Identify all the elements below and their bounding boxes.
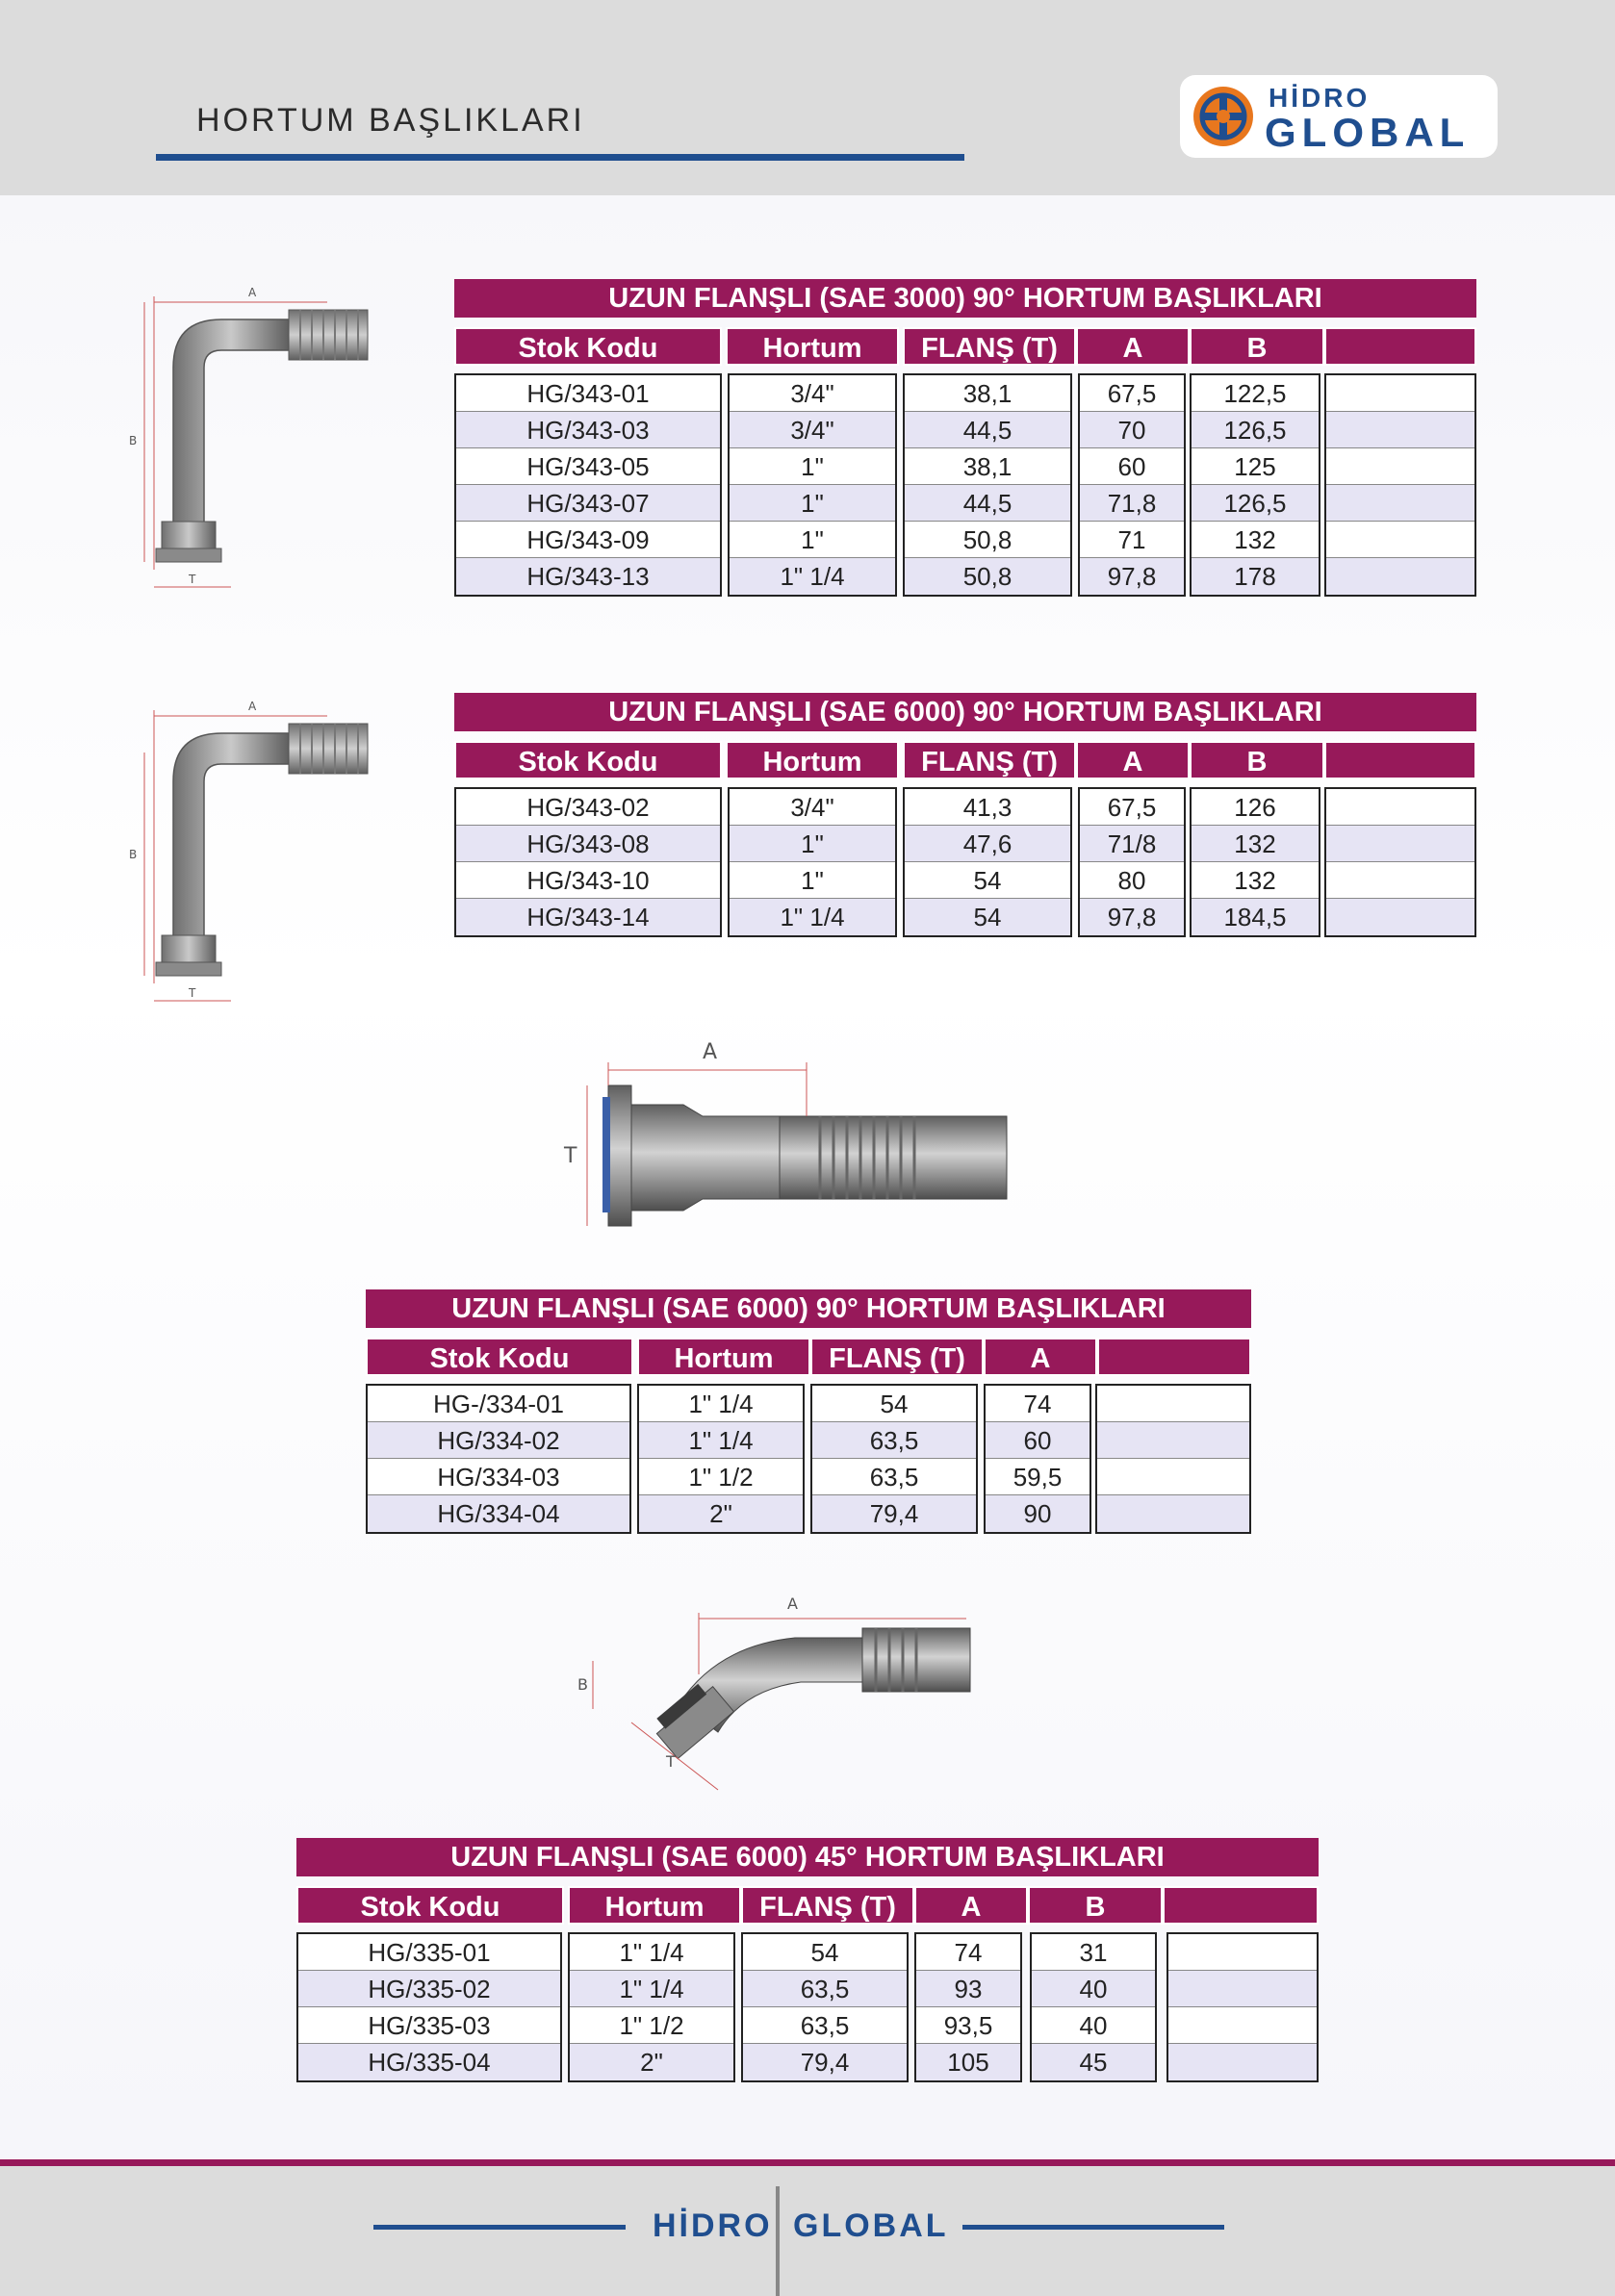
logo-text-hidro: HİDRO [1269,83,1371,113]
table-cell: HG/335-04 [298,2044,560,2080]
table-cell: HG/343-09 [456,522,720,558]
table-cell: 1" 1/4 [639,1422,803,1459]
table-cell [1168,1934,1317,1971]
table-cell: 59,5 [986,1459,1089,1495]
table-cell: 67,5 [1080,375,1184,412]
table-cell: 132 [1192,862,1319,899]
table-cell: 54 [743,1934,907,1971]
table-cell: 126 [1192,789,1319,826]
table-cell: 71/8 [1080,826,1184,862]
footer-bar-left [373,2225,626,2230]
table-cell [1326,448,1474,485]
page-title: HORTUM BAŞLIKLARI [196,102,585,139]
table-cell: HG/334-04 [368,1495,629,1532]
elbow-90-fitting-drawing-1 [115,281,375,599]
column-hortum [728,787,897,937]
table-cell: HG/343-08 [456,826,720,862]
table-cell [1326,485,1474,522]
column-header: Hortum [637,1338,810,1376]
column-header [1163,1886,1319,1925]
table-cell: HG/343-01 [456,375,720,412]
table-cell [1097,1386,1249,1422]
column-header: Hortum [726,741,899,779]
column-header: FLANŞ (T) [903,741,1076,779]
elbow-45-fitting-drawing [574,1578,1036,1809]
svg-text:A: A [248,700,257,713]
table-cell: 60 [1080,448,1184,485]
table-cell [1168,1971,1317,2007]
table-cell: 178 [1192,558,1319,595]
svg-text:T: T [189,573,196,586]
table-cell: 184,5 [1192,899,1319,935]
column-header: B [1190,741,1324,779]
logo-text-global: GLOBAL [1265,110,1471,155]
column-stok-kodu [454,787,722,937]
column-header: A [914,1886,1028,1925]
table-cell: 3/4" [730,375,895,412]
column-header: Stok Kodu [366,1338,633,1376]
table-cell [1097,1495,1249,1532]
table-cell: HG/343-14 [456,899,720,935]
column-header: FLANŞ (T) [741,1886,914,1925]
company-logo [1180,75,1498,158]
page-header [0,0,1615,195]
table-cell: HG/335-02 [298,1971,560,2007]
table-cell: 93,5 [916,2007,1020,2044]
footer-divider [776,2186,780,2296]
svg-text:B: B [129,434,138,447]
table-cell: 80 [1080,862,1184,899]
column-hortum [637,1384,805,1534]
column-empty [1324,373,1476,597]
table-cell: HG/343-13 [456,558,720,595]
table-cell: 93 [916,1971,1020,2007]
table-cell: HG/343-07 [456,485,720,522]
table-title: UZUN FLANŞLI (SAE 6000) 90° HORTUM BAŞLIKLARI [454,693,1476,731]
table-cell: 63,5 [812,1459,976,1495]
table-cell: 70 [1080,412,1184,448]
table-cell: 54 [905,899,1070,935]
footer-brand-global: GLOBAL [793,2207,949,2244]
table-title: UZUN FLANŞLI (SAE 3000) 90° HORTUM BAŞLIKLARI [454,279,1476,318]
table-cell: 90 [986,1495,1089,1532]
column-a [1078,373,1186,597]
table-cell: 1" 1/4 [570,1971,733,2007]
table-cell [1097,1422,1249,1459]
table-cell: HG/334-02 [368,1422,629,1459]
table-cell: 1" 1/4 [570,1934,733,1971]
column-header [1097,1338,1251,1376]
column-header: Stok Kodu [296,1886,564,1925]
column-header: Hortum [568,1886,741,1925]
table-cell: 60 [986,1422,1089,1459]
table-cell: HG/343-10 [456,862,720,899]
column-flans [741,1932,909,2082]
table-cell: 126,5 [1192,412,1319,448]
column-a [984,1384,1091,1534]
table-cell: HG/335-03 [298,2007,560,2044]
table-cell: HG/343-03 [456,412,720,448]
table-cell: 1" 1/4 [730,899,895,935]
table-cell: 3/4" [730,412,895,448]
column-header: B [1028,1886,1163,1925]
column-empty [1166,1932,1319,2082]
table-cell: 41,3 [905,789,1070,826]
logo-badge-icon [1190,83,1257,150]
table-cell: 74 [916,1934,1020,1971]
column-header: B [1190,327,1324,366]
table-cell: HG/343-05 [456,448,720,485]
svg-text:A: A [787,1594,798,1613]
table-cell [1326,789,1474,826]
table-cell: 132 [1192,522,1319,558]
table-cell: 63,5 [743,2007,907,2044]
table-cell: 1" [730,826,895,862]
table-cell [1097,1459,1249,1495]
column-header [1324,327,1476,366]
column-b [1030,1932,1157,2082]
column-stok-kodu [454,373,722,597]
table-cell: HG/334-03 [368,1459,629,1495]
table-cell [1326,522,1474,558]
table-cell: 79,4 [812,1495,976,1532]
table-cell: 1" 1/2 [639,1459,803,1495]
table-cell: 132 [1192,826,1319,862]
table-cell: 63,5 [743,1971,907,2007]
footer-brand-hidro: HİDRO [653,2207,773,2244]
column-hortum [568,1932,735,2082]
table-cell: 50,8 [905,558,1070,595]
column-header: A [1076,327,1190,366]
table-cell: 67,5 [1080,789,1184,826]
table-cell: 2" [570,2044,733,2080]
table-cell: 44,5 [905,412,1070,448]
table-cell [1326,375,1474,412]
table-cell: 40 [1032,2007,1155,2044]
column-stok-kodu [366,1384,631,1534]
table-cell: 47,6 [905,826,1070,862]
column-header: Stok Kodu [454,741,722,779]
table-cell [1326,558,1474,595]
table-cell: 38,1 [905,448,1070,485]
table-cell: HG-/334-01 [368,1386,629,1422]
table-cell [1168,2044,1317,2080]
column-header: FLANŞ (T) [810,1338,984,1376]
column-hortum [728,373,897,597]
table-cell: HG/335-01 [298,1934,560,1971]
table-cell [1168,2007,1317,2044]
table-cell: 1" [730,862,895,899]
table-cell [1326,862,1474,899]
table-cell: 40 [1032,1971,1155,2007]
column-header: FLANŞ (T) [903,327,1076,366]
table-cell: 1" [730,448,895,485]
svg-text:T: T [666,1752,676,1771]
column-header: A [984,1338,1097,1376]
column-flans [810,1384,978,1534]
column-empty [1095,1384,1251,1534]
table-cell: 105 [916,2044,1020,2080]
svg-text:A: A [703,1040,718,1064]
table-cell: 54 [905,862,1070,899]
column-b [1190,787,1320,937]
column-header [1324,741,1476,779]
table-cell: 1" 1/4 [639,1386,803,1422]
column-header: Stok Kodu [454,327,722,366]
table-cell: 1" [730,522,895,558]
column-flans [903,787,1072,937]
table-cell: 97,8 [1080,558,1184,595]
svg-text:A: A [248,286,257,299]
table-title: UZUN FLANŞLI (SAE 6000) 45° HORTUM BAŞLIKLARI [296,1838,1319,1876]
table-cell: 1" 1/2 [570,2007,733,2044]
elbow-90-fitting-drawing-2 [115,695,375,1012]
table-cell: 74 [986,1386,1089,1422]
table-cell: 71 [1080,522,1184,558]
column-stok-kodu [296,1932,562,2082]
table-cell: 1" 1/4 [730,558,895,595]
svg-text:B: B [129,848,138,861]
title-underline [156,154,964,161]
table-cell [1326,826,1474,862]
table-cell: 1" [730,485,895,522]
table-cell: 97,8 [1080,899,1184,935]
svg-text:B: B [577,1675,588,1694]
column-a [1078,787,1186,937]
table-cell: 2" [639,1495,803,1532]
table-cell: 50,8 [905,522,1070,558]
table-cell [1326,412,1474,448]
column-a [914,1932,1022,2082]
table-cell: 31 [1032,1934,1155,1971]
table-cell: 122,5 [1192,375,1319,412]
table-cell: 45 [1032,2044,1155,2080]
table-cell: 125 [1192,448,1319,485]
table-cell: 38,1 [905,375,1070,412]
footer-accent-line [0,2159,1615,2166]
column-b [1190,373,1320,597]
table-cell: 3/4" [730,789,895,826]
table-cell: 54 [812,1386,976,1422]
svg-text:T: T [189,986,196,1000]
straight-fitting-drawing [549,1028,1059,1239]
column-header: Hortum [726,327,899,366]
footer-bar-right [962,2225,1224,2230]
table-cell: 126,5 [1192,485,1319,522]
column-empty [1324,787,1476,937]
table-cell: 71,8 [1080,485,1184,522]
table-cell: HG/343-02 [456,789,720,826]
column-flans [903,373,1072,597]
table-cell: 44,5 [905,485,1070,522]
table-title: UZUN FLANŞLI (SAE 6000) 90° HORTUM BAŞLIKLARI [366,1289,1251,1328]
svg-text:T: T [564,1144,577,1168]
table-cell: 79,4 [743,2044,907,2080]
table-cell: 63,5 [812,1422,976,1459]
column-header: A [1076,741,1190,779]
table-cell [1326,899,1474,935]
